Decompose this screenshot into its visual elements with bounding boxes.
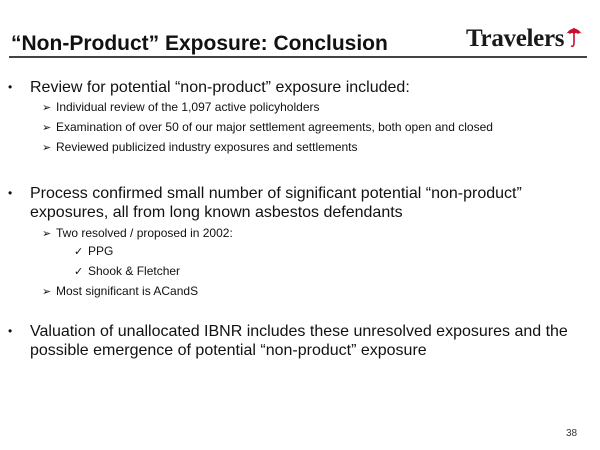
bullet-dot-icon: •: [8, 186, 13, 200]
sub-bullet-item: [42, 284, 198, 300]
sub-bullet-text: Individual review of the 1,097 active policyholders: [56, 100, 320, 114]
bullet-text: Valuation of unallocated IBNR includes these unresolved exposures and the possible emergence of potential “non-product” exposure: [30, 323, 568, 359]
title-divider: [9, 56, 587, 58]
sub-sub-bullet-item: [74, 264, 180, 280]
bullet-text: Review for potential “non-product” exposure included:: [30, 79, 410, 96]
arrow-icon: ➢: [42, 228, 52, 240]
page-number: 38: [566, 428, 578, 439]
arrow-icon: ➢: [42, 102, 52, 114]
sub-bullet-text: Reviewed publicized industry exposures and settlements: [56, 140, 358, 154]
sub-sub-bullet-text: PPG: [88, 244, 114, 258]
sub-bullet-item: [42, 140, 358, 156]
bullet-item: [8, 78, 588, 97]
check-icon: ✓: [74, 266, 84, 278]
travelers-logo: [466, 24, 583, 54]
sub-bullet-item: [42, 100, 319, 116]
slide-title: “Non-Product” Exposure: Conclusion: [11, 32, 388, 55]
sub-bullet-item: [42, 226, 233, 242]
arrow-icon: ➢: [42, 286, 52, 298]
sub-sub-bullet-item: [74, 244, 113, 260]
sub-bullet-text: Most significant is ACandS: [56, 284, 199, 298]
umbrella-icon: [565, 25, 583, 49]
bullet-item: [8, 184, 588, 222]
sub-bullet-item: [42, 120, 493, 136]
arrow-icon: ➢: [42, 122, 52, 134]
logo-text: Travelers: [466, 25, 565, 52]
bullet-text: Process confirmed small number of significant potential “non-product” exposures, all from long known asbestos defendants: [30, 185, 522, 221]
bullet-item: [8, 322, 588, 360]
bullet-dot-icon: •: [8, 80, 13, 94]
sub-bullet-text: Two resolved / proposed in 2002:: [56, 226, 233, 240]
sub-bullet-text: Examination of over 50 of our major settlement agreements, both open and closed: [56, 120, 493, 134]
bullet-dot-icon: •: [8, 324, 13, 338]
check-icon: ✓: [74, 246, 84, 258]
sub-sub-bullet-text: Shook & Fletcher: [88, 264, 181, 278]
arrow-icon: ➢: [42, 142, 52, 154]
